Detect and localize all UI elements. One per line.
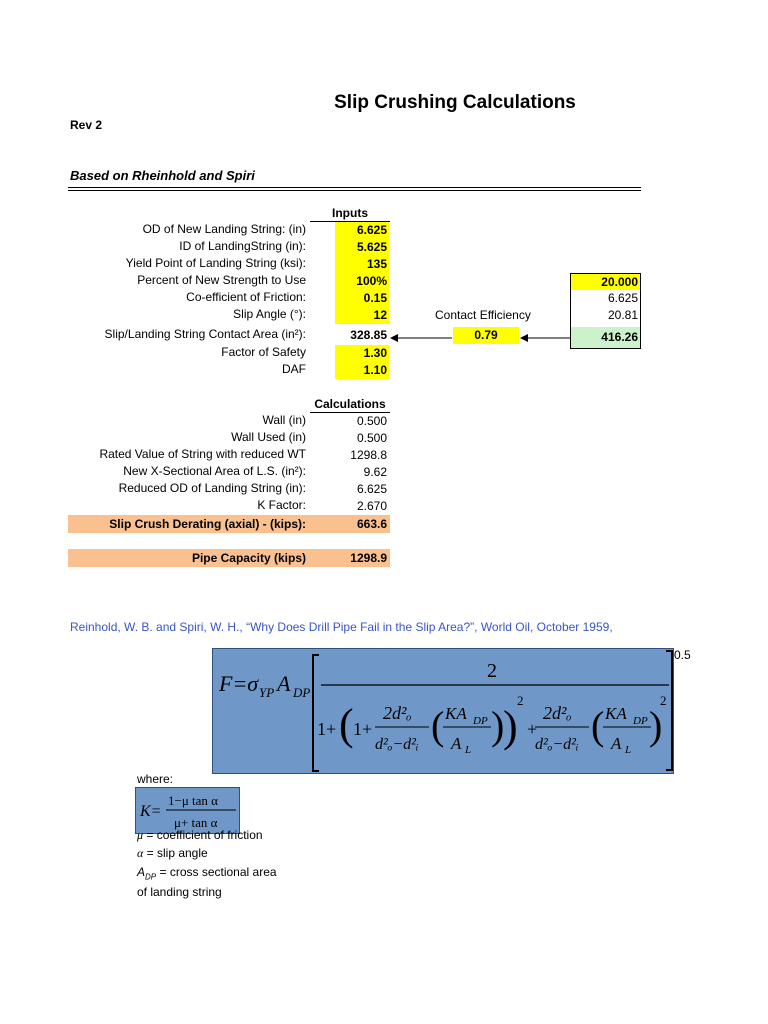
frac4-den-sub: L <box>625 744 632 756</box>
frac3-num: 2d²ₒ <box>543 703 572 723</box>
def-adp-text: = cross sectional area <box>159 865 277 879</box>
input-label-safety: Factor of Safety <box>221 345 306 359</box>
frac2-den: A <box>451 734 462 753</box>
revision-label: Rev 2 <box>70 118 103 132</box>
contact-efficiency-value[interactable]: 0.79 <box>453 327 519 344</box>
plus: + <box>527 719 538 739</box>
k-formula-box <box>135 787 240 834</box>
input-label-yield: Yield Point of Landing String (ksi): <box>125 256 306 270</box>
paren-a-close: ) <box>491 703 505 748</box>
right-bracket <box>664 648 704 774</box>
paren-b-close: ) <box>649 703 663 748</box>
slip-crush-value: 663.6 <box>356 517 387 531</box>
formula-f: F=σ <box>219 671 259 696</box>
input-label-od: OD of New Landing String: (in) <box>142 222 306 236</box>
calc-label-k-factor: K Factor: <box>257 498 306 512</box>
right-value-2: 6.625 <box>607 291 638 305</box>
frac1-den: d²ₒ−d²ᵢ <box>375 736 419 753</box>
right-value-4: 416.26 <box>571 327 640 348</box>
frac2-num: KA <box>445 704 467 723</box>
arrow-head <box>520 334 528 342</box>
frac2-den-sub: L <box>465 744 472 756</box>
calc-value-reduced-od: 6.625 <box>356 482 387 496</box>
input-label-percent: Percent of New Strength to Use <box>137 273 306 287</box>
input-value-od[interactable]: 6.625 <box>335 222 389 239</box>
right-value-1[interactable]: 20.000 <box>571 274 640 290</box>
input-value-contact-area: 328.85 <box>350 328 387 342</box>
frac4-sub: DP <box>633 715 648 727</box>
calc-value-k-factor: 2.670 <box>356 499 387 513</box>
where-label: where: <box>137 772 174 786</box>
calc-label-rated: Rated Value of String with reduced WT <box>99 447 306 461</box>
formula-a: A <box>277 671 291 696</box>
left-bracket <box>313 655 319 771</box>
def-alpha <box>137 846 208 861</box>
k-num: 1−μ tan α <box>168 793 218 808</box>
formula-exponent: 0.5 <box>674 648 691 662</box>
pipe-capacity-label: Pipe Capacity (kips) <box>191 551 306 565</box>
calc-label-reduced-od: Reduced OD of Landing String (in): <box>118 481 306 495</box>
reference-citation: Reinhold, W. B. and Spiri, W. H., “Why Does Drill Pipe Fail in the Slip Area?”, World Oil, October 1959, <box>70 620 613 634</box>
input-value-slip-angle[interactable]: 12 <box>335 307 389 324</box>
arrow-head <box>390 334 398 342</box>
input-label-friction: Co-efficient of Friction: <box>186 290 306 304</box>
def-mu <box>137 828 263 843</box>
paren-close: ) <box>503 702 518 751</box>
k-formula <box>136 788 239 833</box>
contact-efficiency-label: Contact Efficiency <box>435 308 531 322</box>
formula-box <box>212 648 674 774</box>
frac4-den: A <box>611 734 622 753</box>
divider <box>68 190 641 191</box>
slip-crush-formula <box>213 649 673 773</box>
frac3-den: d²ₒ−d²ᵢ <box>535 736 579 753</box>
def-adp <box>137 865 277 881</box>
input-value-id[interactable]: 5.625 <box>335 239 389 256</box>
paren-open: ( <box>339 700 354 749</box>
frac4-num: KA <box>605 704 627 723</box>
input-value-yield[interactable]: 135 <box>335 256 389 273</box>
input-value-safety[interactable]: 1.30 <box>335 345 389 362</box>
page-title: Slip Crushing Calculations <box>334 92 576 113</box>
formula-sub-yp: YP <box>259 685 275 700</box>
def-adp-2: of landing string <box>137 885 222 899</box>
mu-symbol: μ <box>137 828 144 842</box>
calculations-header: Calculations <box>310 396 390 413</box>
sq-1: 2 <box>517 693 524 708</box>
formula-numerator: 2 <box>487 660 497 682</box>
input-value-percent[interactable]: 100% <box>335 273 389 290</box>
calc-value-rated: 1298.8 <box>350 448 387 462</box>
input-value-friction[interactable]: 0.15 <box>335 290 389 307</box>
input-label-id: ID of LandingString (in): <box>179 239 306 253</box>
input-label-daf: DAF <box>282 362 306 376</box>
frac1-num: 2d²ₒ <box>383 703 412 723</box>
alpha-symbol: α <box>137 846 144 860</box>
input-label-slip-angle: Slip Angle (°): <box>233 307 306 321</box>
k-den: μ+ tan α <box>174 815 218 830</box>
calc-value-wall: 0.500 <box>356 414 387 428</box>
input-value-daf[interactable]: 1.10 <box>335 362 389 379</box>
slip-crush-label: Slip Crush Derating (axial) - (kips): <box>109 517 306 531</box>
right-value-3: 20.81 <box>607 308 638 322</box>
paren-a-open: ( <box>431 703 445 748</box>
section-heading: Based on Rheinhold and Spiri <box>70 168 255 183</box>
calc-label-area: New X-Sectional Area of L.S. (in²): <box>123 464 306 478</box>
calc-value-wall-used: 0.500 <box>356 431 387 445</box>
formula-sub-dp: DP <box>293 685 311 700</box>
calc-value-area: 9.62 <box>363 465 387 479</box>
calc-label-wall-used: Wall Used (in) <box>231 430 306 444</box>
sq-2: 2 <box>660 693 667 708</box>
def-mu-text: = coefficient of friction <box>146 828 263 842</box>
frac2-sub: DP <box>473 715 488 727</box>
adp-symbol: $A_{DP}$ <box>137 865 157 882</box>
divider <box>68 187 641 188</box>
formula-one: 1+ <box>317 719 337 739</box>
arrows <box>388 328 578 348</box>
pipe-capacity-value: 1298.9 <box>350 551 387 565</box>
input-label-contact-area: Slip/Landing String Contact Area (in²): <box>104 327 306 341</box>
formula-one-b: 1+ <box>353 719 373 739</box>
calc-label-wall: Wall (in) <box>262 413 306 427</box>
inputs-header: Inputs <box>310 205 390 222</box>
def-alpha-text: = slip angle <box>146 846 208 860</box>
k-eq: K= <box>140 803 162 820</box>
paren-b-open: ( <box>591 703 605 748</box>
